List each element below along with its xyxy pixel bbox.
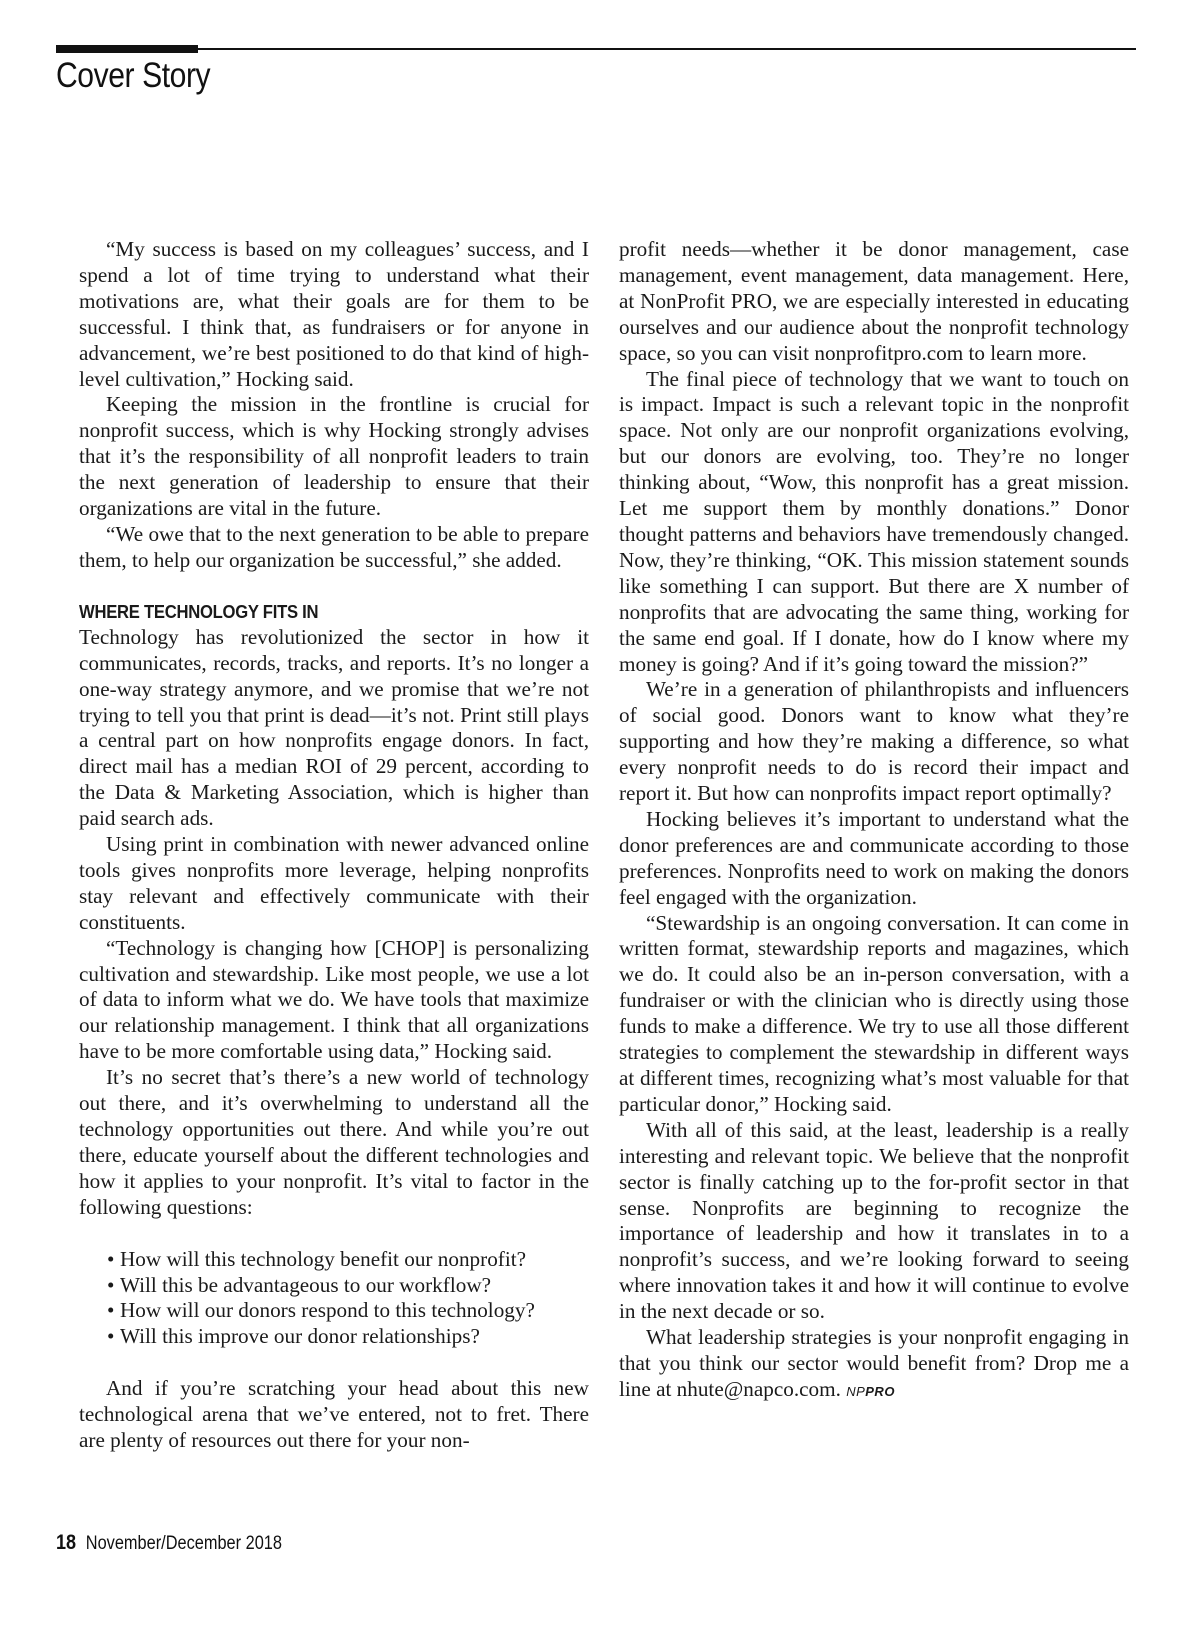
paragraph: The final piece of technology that we want to touch on is impact. Impact is such a relevant topic in the nonprofit space. Not only are our nonprofit organizations evolving, but our donors are evolving, too. They’re no longer thinking about, “Wow, this nonprofit has a great mission. Let me support them by monthly donations.” Donor thought patterns and behaviors have tremendously changed. Now, they’re thinking, “OK. This mission statement sounds like something I can support. But there are X number of nonprofits that are advocating the same thing, working for the same end goal. If I donate, how do I know where my money is going? And if it’s going toward the mission?” bbox=[619, 366, 1129, 676]
paragraph: “Stewardship is an ongoing conversation. It can come in written format, stewardship reports and magazines, which we do. It could also be an in-person conversation, with a fundraiser or with the clinician who is directly using those funds to make a difference. We try to use all those different strategies to complement the stewardship in different ways at different times, recognizing what’s most valuable for that particular donor,” Hocking said. bbox=[619, 910, 1129, 1116]
subhead: WHERE TECHNOLOGY FITS IN bbox=[79, 600, 319, 622]
page-footer bbox=[56, 1531, 282, 1555]
page-number: 18 bbox=[56, 1531, 77, 1554]
paragraph: “Technology is changing how [CHOP] is personalizing cultivation and stewardship. Like most people, we use a lot of data to inform what we do. We have tools that maximize our relationship management. I think that all organizations have to be more comfortable using data,” Hocking said. bbox=[79, 935, 589, 1064]
section-label: Cover Story bbox=[56, 56, 211, 95]
paragraph: profit needs—whether it be donor management, case management, event management, data management. Here, at NonProfit PRO, we are especially interested in educating ourselves and our audience about the nonprofit technology space, so you can visit nonprofitpro.com to learn more. bbox=[619, 237, 1129, 365]
paragraph: With all of this said, at the least, leadership is a really interesting and relevant topic. We believe that the nonprofit sector is finally catching up to the for-profit sector in that sense. Nonprofits are beginning to recognize the importance of leadership and how it translates in to a nonprofit’s success, and we’re looking forward to seeing where innovation takes it and how it will continue to evolve in the next decade or so. bbox=[619, 1117, 1129, 1324]
header-rule-thin bbox=[196, 48, 1136, 50]
list-item: • How will our donors respond to this technology? bbox=[79, 1298, 589, 1324]
paragraph: We’re in a generation of philanthropists and influencers of social good. Donors want to know what they’re supporting and how they’re making a difference, so what every nonprofit needs to do is record their impact and report it. But how can nonprofits impact report optimally? bbox=[619, 677, 1129, 806]
paragraph: Using print in combination with newer advanced online tools gives nonprofits more leverage, helping nonprofits stay relevant and effectively communicate with their constituents. bbox=[79, 832, 589, 934]
paragraph: Technology has revolutionized the sector in how it communicates, records, tracks, and reports. It’s no longer a one-way strategy anymore, and we promise that we’re not trying to tell you that print is dead—it’s not. Print still plays a central part on how nonprofits engage donors. In fact, direct mail has a median ROI of 29 percent, according to the Data & Marketing Association, which is higher than paid search ads. bbox=[79, 624, 589, 831]
paragraph: “We owe that to the next generation to be able to prepare them, to help our organization be successful,” she added. bbox=[79, 521, 589, 572]
list-item: • How will this technology benefit our nonprofit? bbox=[79, 1247, 589, 1273]
question-list bbox=[79, 1247, 589, 1351]
article-column-right bbox=[619, 237, 1129, 1405]
paragraph: It’s no secret that’s there’s a new world of technology out there, and it’s overwhelming to understand all the technology opportunities out there. And while you’re out there, educate yourself about the different technologies and how it applies to your nonprofit. It’s vital to factor in the following questions: bbox=[79, 1065, 589, 1219]
list-item: • Will this be advantageous to our workflow? bbox=[79, 1273, 589, 1299]
article-column-left bbox=[79, 237, 589, 1454]
paragraph: “My success is based on my colleagues’ success, and I spend a lot of time trying to understand what their motivations are, what their goals are for them to be successful. I think that, as fundraisers or for anyone in advancement, we’re best positioned to do that kind of high-level cultivation,” Hocking said. bbox=[79, 237, 589, 391]
header-rule-thick bbox=[56, 45, 198, 53]
list-item: • Will this improve our donor relationships? bbox=[79, 1324, 589, 1350]
closing-paragraph: What leadership strategies is your nonprofit engaging in that you think our sector would benefit from? Drop me a line at nhute@napco.com. NPPRO bbox=[619, 1325, 1129, 1401]
paragraph: Keeping the mission in the frontline is crucial for nonprofit success, which is why Hocking strongly advises that it’s the responsibility of all nonprofit leaders to train the next generation of leadership to ensure that their organizations are vital in the future. bbox=[79, 392, 589, 521]
endmark-logo: NPPRO bbox=[846, 1383, 895, 1399]
paragraph: Hocking believes it’s important to understand what the donor preferences are and communicate according to those preferences. Nonprofits need to work on making the donors feel engaged with the organization. bbox=[619, 806, 1129, 909]
paragraph: And if you’re scratching your head about this new technological arena that we’ve entered, not to fret. There are plenty of resources out there for your non- bbox=[79, 1376, 589, 1453]
issue-date: November/December 2018 bbox=[85, 1533, 282, 1554]
